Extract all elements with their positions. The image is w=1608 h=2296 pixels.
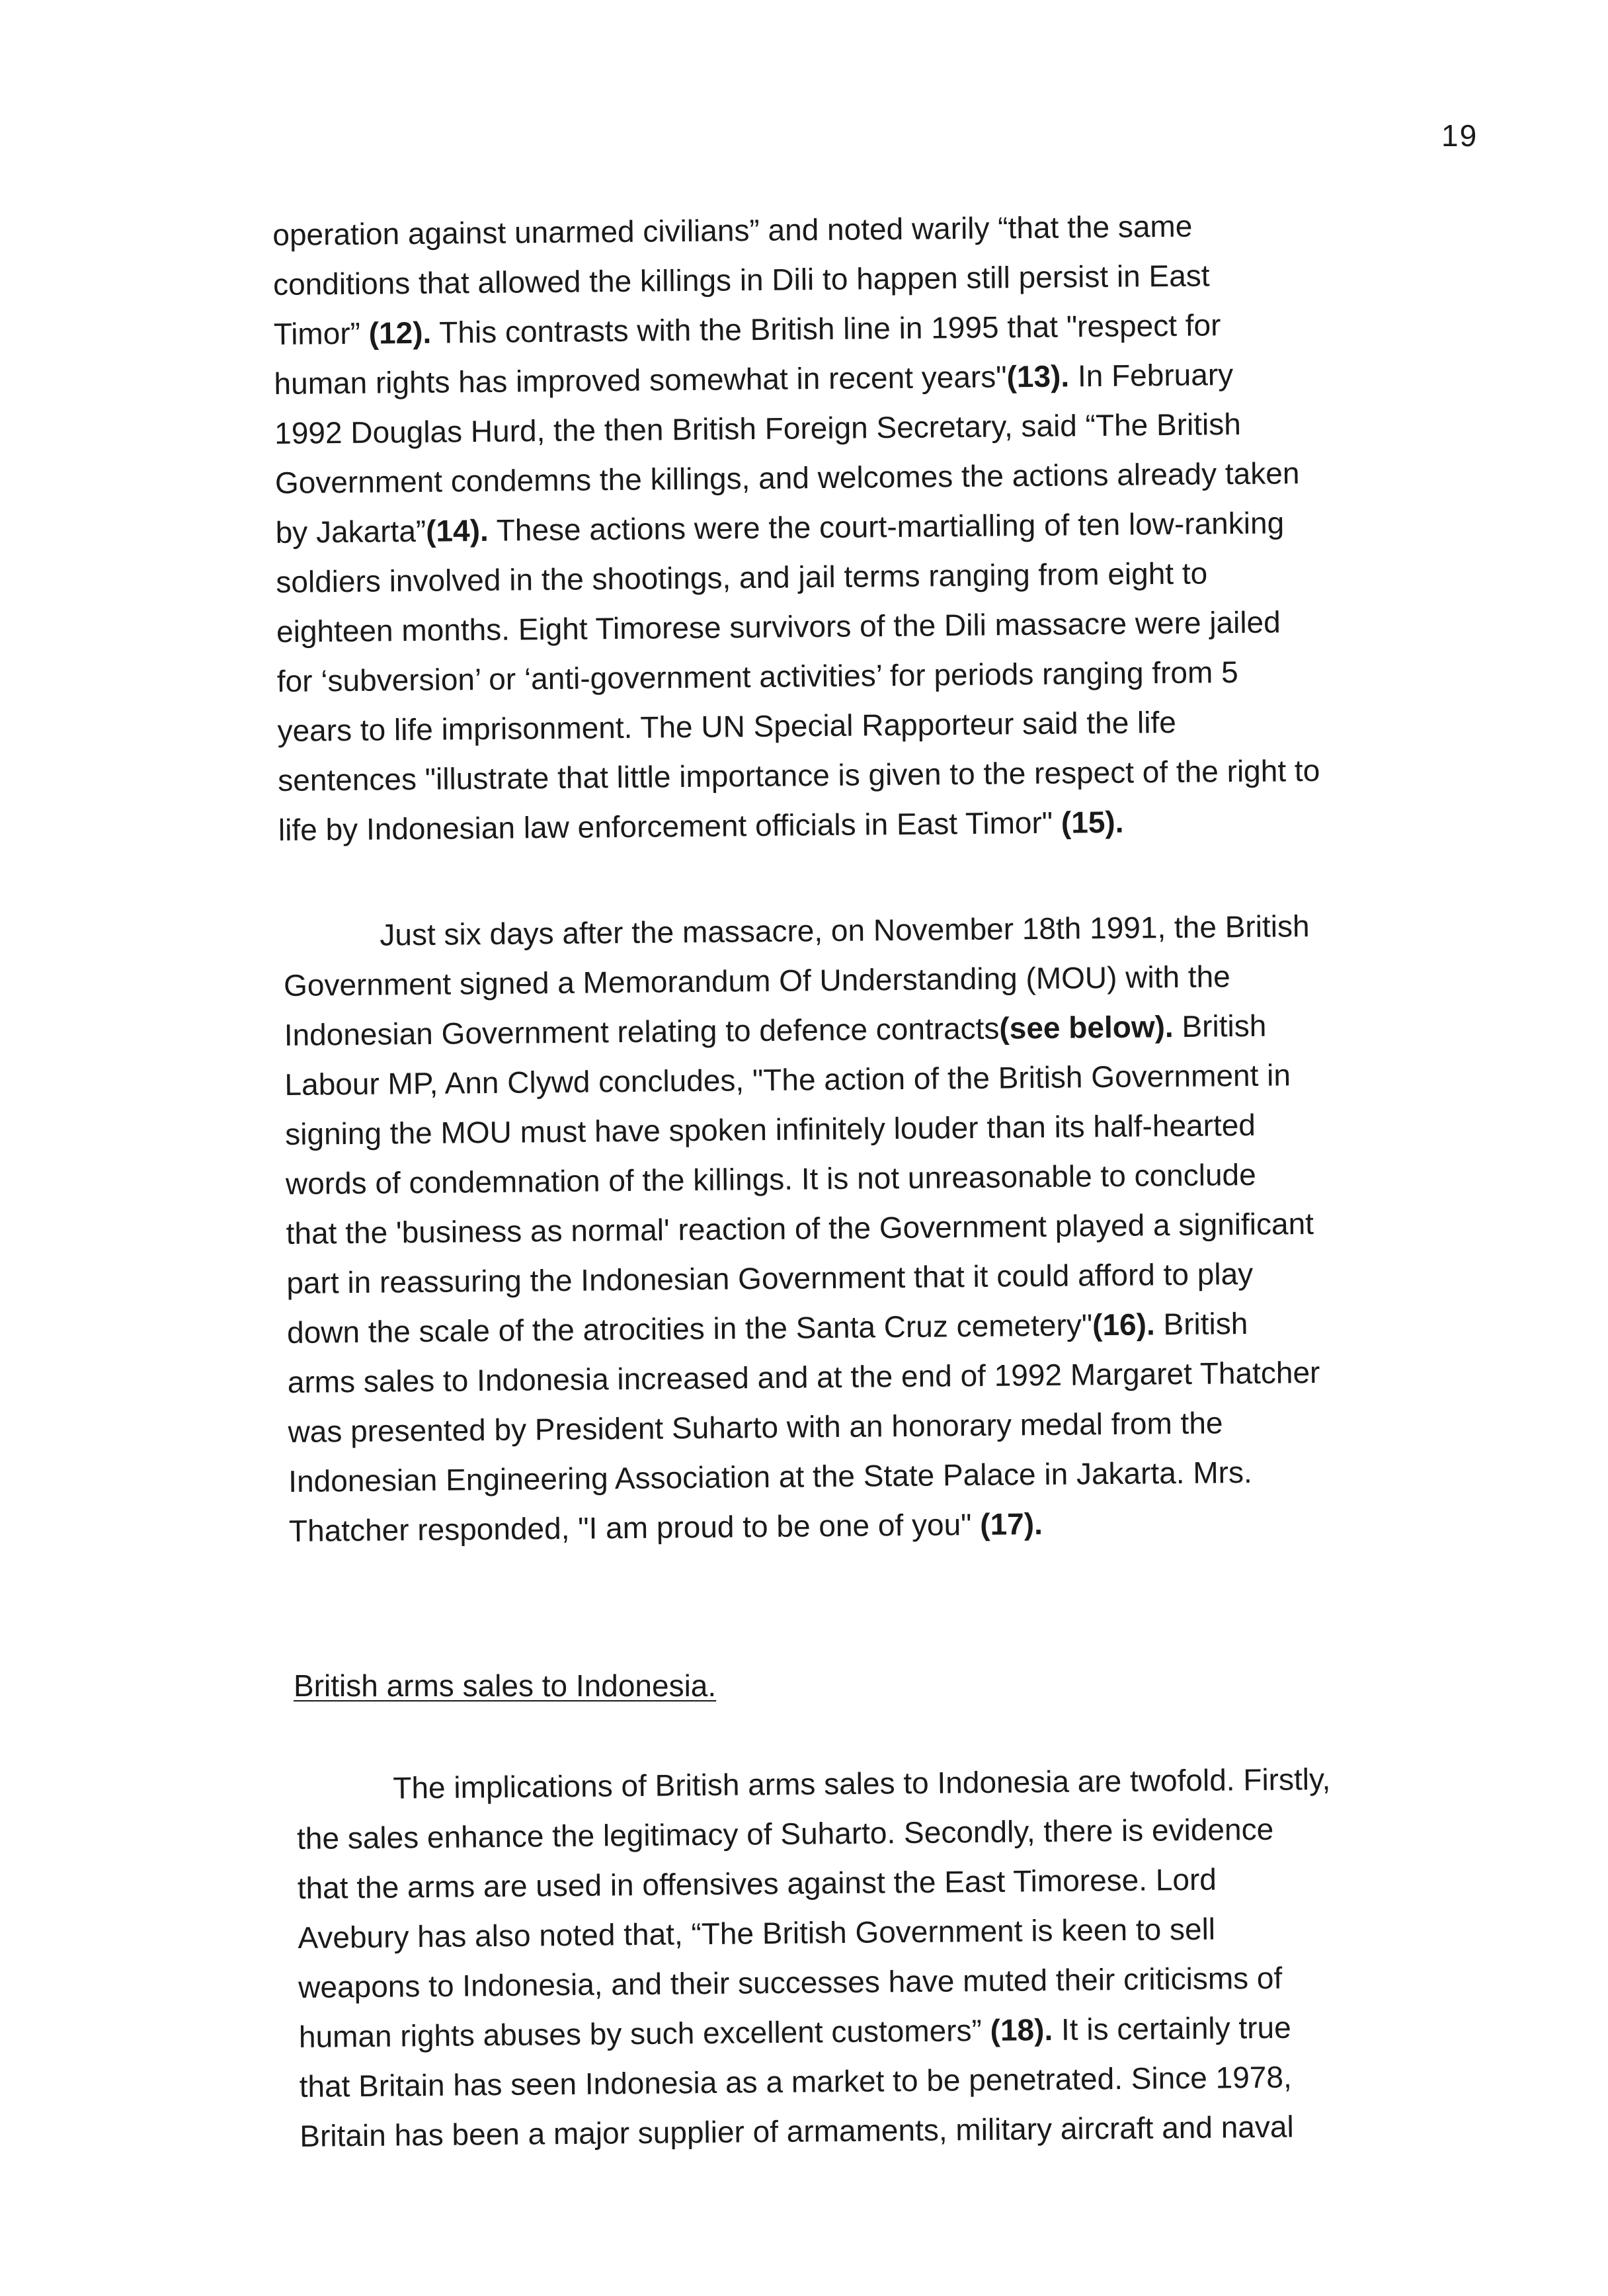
text-run: arms sales to Indonesia increased and at the end of 1992 Margaret Thatcher (287, 1354, 1320, 1399)
text-run: Labour MP, Ann Clywd concludes, "The action of the British Government in (284, 1057, 1291, 1102)
text-run: Indonesian Engineering Association at the State Palace in Jakarta. Mrs. (288, 1454, 1253, 1498)
text-run: The implications of British arms sales to Indonesia are twofold. Firstly, (393, 1761, 1331, 1805)
citation-ref: (14). (425, 512, 489, 548)
text-run: Timor” (273, 315, 369, 351)
text-run: was presented by President Suharto with an honorary medal from the (288, 1405, 1223, 1449)
citation-ref: (13). (1006, 358, 1070, 394)
citation-ref: (16). (1092, 1307, 1155, 1342)
paragraph-arms-sales (296, 1753, 1464, 2161)
text-run: life by Indonesian law enforcement officials in East Timor" (278, 805, 1062, 847)
text-run: operation against unarmed civilians” and noted warily “that the same (272, 208, 1193, 252)
text-run: signing the MOU must have spoken infinitely louder than its half-hearted (284, 1107, 1256, 1151)
text-run: Government condemns the killings, and welcomes the actions already taken (274, 456, 1300, 500)
text-line (278, 794, 1443, 855)
text-run: Government signed a Memorandum Of Understanding (MOU) with the (283, 959, 1230, 1003)
text-run: It is certainly true (1052, 2010, 1291, 2047)
text-run: that the arms are used in offensives against the East Timorese. Lord (297, 1862, 1217, 1905)
citation-ref: (12). (368, 315, 432, 350)
text-run: words of condemnation of the killings. It is not unreasonable to conclude (285, 1157, 1256, 1201)
text-run: weapons to Indonesia, and their successes have muted their criticisms of (298, 1960, 1283, 2004)
text-run: that Britain has seen Indonesia as a market to be penetrated. Since 1978, (299, 2059, 1292, 2104)
text-run: British (1154, 1306, 1248, 1342)
text-run: Britain has been a major supplier of armaments, military aircraft and naval (300, 2109, 1294, 2153)
text-run: by Jakarta” (275, 513, 426, 550)
text-run: soldiers involved in the shootings, and jail terms ranging from eight to (276, 555, 1208, 599)
text-run: These actions were the court-martialling of ten low-ranking (488, 505, 1285, 548)
text-run: Thatcher responded, "I am proud to be one of you" (288, 1506, 981, 1548)
text-run: sentences "illustrate that little importance is given to the respect of the right to (278, 753, 1320, 798)
text-run: Avebury has also noted that, “The British Government is keen to sell (298, 1911, 1216, 1955)
text-run: Indonesian Government relating to defence contracts (284, 1010, 1000, 1052)
citation-ref: (18). (990, 2012, 1053, 2047)
text-run: 1992 Douglas Hurd, the then British Foreign Secretary, said “The British (274, 406, 1242, 450)
text-run: human rights has improved somewhat in recent years" (274, 359, 1007, 401)
text-line (300, 2100, 1464, 2161)
text-run: eighteen months. Eight Timorese survivors of the Dili massacre were jailed (276, 604, 1281, 649)
paragraph-mou (283, 900, 1453, 1556)
text-run: for ‘subversion’ or ‘anti-government activities’ for periods ranging from 5 (276, 655, 1238, 698)
text-run: human rights abuses by such excellent customers” (298, 2012, 990, 2054)
text-run: the sales enhance the legitimacy of Suharto. Secondly, there is evidence (296, 1811, 1274, 1856)
text-run: British (1173, 1008, 1267, 1044)
citation-ref: (17). (980, 1506, 1043, 1541)
citation-ref: (15). (1061, 804, 1124, 840)
text-run: down the scale of the atrocities in the Santa Cruz cemetery" (286, 1307, 1093, 1350)
paragraph-dili-aftermath (272, 199, 1442, 855)
text-run: In February (1068, 357, 1234, 393)
text-run: part in reassuring the Indonesian Government that it could afford to play (286, 1256, 1254, 1300)
citation-ref: (see below). (999, 1009, 1174, 1046)
text-line (289, 1495, 1453, 1556)
text-run: that the 'business as normal' reaction of the Government played a significant (286, 1206, 1314, 1250)
text-run: conditions that allowed the killings in Dili to happen still persist in East (272, 258, 1210, 302)
section-heading: British arms sales to Indonesia. (294, 1668, 717, 1703)
text-run: This contrasts with the British line in 1995 that "respect for (431, 308, 1221, 350)
page-number: 19 (1441, 118, 1478, 153)
text-run: years to life imprisonment. The UN Special Rapporteur said the life (277, 704, 1177, 748)
text-run: Just six days after the massacre, on November 18th 1991, the British (380, 909, 1310, 952)
